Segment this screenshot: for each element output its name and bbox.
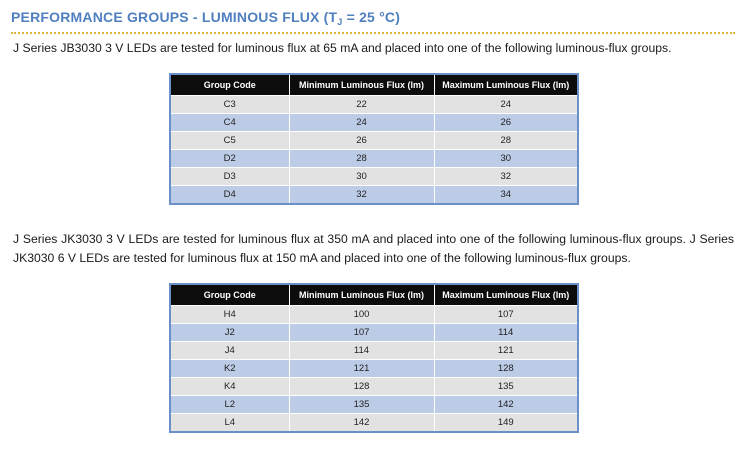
cell-min-flux: 28 [289, 150, 434, 168]
cell-max-flux: 107 [434, 306, 578, 324]
table-row [170, 132, 578, 150]
cell-group-code: J2 [170, 324, 289, 342]
cell-min-flux: 26 [289, 132, 434, 150]
cell-max-flux: 149 [434, 414, 578, 433]
table-row [170, 306, 578, 324]
cell-min-flux: 114 [289, 342, 434, 360]
section-title-subscript: J [337, 17, 343, 27]
section-title-main: PERFORMANCE GROUPS - LUMINOUS FLUX (T [11, 9, 338, 25]
intro-paragraph-jb3030: J Series JB3030 3 V LEDs are tested for luminous flux at 65 mA and placed into one of the following luminous-flux groups. [13, 41, 672, 55]
cell-min-flux: 30 [289, 168, 434, 186]
cell-max-flux: 32 [434, 168, 578, 186]
cell-min-flux: 22 [289, 96, 434, 114]
cell-min-flux: 135 [289, 396, 434, 414]
table-row [170, 342, 578, 360]
cell-max-flux: 28 [434, 132, 578, 150]
cell-max-flux: 135 [434, 378, 578, 396]
cell-group-code: C4 [170, 114, 289, 132]
table-row [170, 114, 578, 132]
cell-group-code: L4 [170, 414, 289, 433]
cell-group-code: K2 [170, 360, 289, 378]
column-header-group-code: Group Code [170, 284, 289, 306]
cell-min-flux: 107 [289, 324, 434, 342]
cell-group-code: K4 [170, 378, 289, 396]
cell-group-code: H4 [170, 306, 289, 324]
cell-max-flux: 142 [434, 396, 578, 414]
flux-table-jk3030 [169, 283, 579, 433]
cell-group-code: C5 [170, 132, 289, 150]
cell-min-flux: 32 [289, 186, 434, 205]
section-title [11, 8, 735, 26]
table-row [170, 378, 578, 396]
table-header-row [170, 284, 578, 306]
column-header-min-flux: Minimum Luminous Flux (lm) [289, 284, 434, 306]
table-row [170, 186, 578, 205]
section-title-tail: = 25 °C) [342, 9, 401, 25]
cell-max-flux: 34 [434, 186, 578, 205]
cell-group-code: D3 [170, 168, 289, 186]
cell-max-flux: 114 [434, 324, 578, 342]
cell-min-flux: 100 [289, 306, 434, 324]
cell-group-code: D4 [170, 186, 289, 205]
section-heading [11, 8, 735, 34]
column-header-min-flux: Minimum Luminous Flux (lm) [289, 74, 434, 96]
table-row [170, 150, 578, 168]
flux-table-jb3030 [169, 73, 579, 205]
column-header-max-flux: Maximum Luminous Flux (lm) [434, 284, 578, 306]
cell-max-flux: 128 [434, 360, 578, 378]
intro-paragraph-jk3030: J Series JK3030 3 V LEDs are tested for luminous flux at 350 mA and placed into one of the following luminous-flux groups. J Series JK3030 6 V LEDs are tested for luminous flux at 150 mA and placed into one of the following luminous-flux groups. [13, 232, 734, 265]
cell-max-flux: 24 [434, 96, 578, 114]
table-row [170, 168, 578, 186]
cell-max-flux: 30 [434, 150, 578, 168]
cell-group-code: D2 [170, 150, 289, 168]
table-row [170, 414, 578, 433]
cell-group-code: J4 [170, 342, 289, 360]
table-row [170, 396, 578, 414]
cell-min-flux: 121 [289, 360, 434, 378]
cell-min-flux: 24 [289, 114, 434, 132]
cell-max-flux: 26 [434, 114, 578, 132]
cell-group-code: C3 [170, 96, 289, 114]
table-row [170, 360, 578, 378]
cell-max-flux: 121 [434, 342, 578, 360]
table-header-row [170, 74, 578, 96]
cell-min-flux: 142 [289, 414, 434, 433]
column-header-max-flux: Maximum Luminous Flux (lm) [434, 74, 578, 96]
table-row [170, 324, 578, 342]
cell-min-flux: 128 [289, 378, 434, 396]
column-header-group-code: Group Code [170, 74, 289, 96]
table-row [170, 96, 578, 114]
cell-group-code: L2 [170, 396, 289, 414]
